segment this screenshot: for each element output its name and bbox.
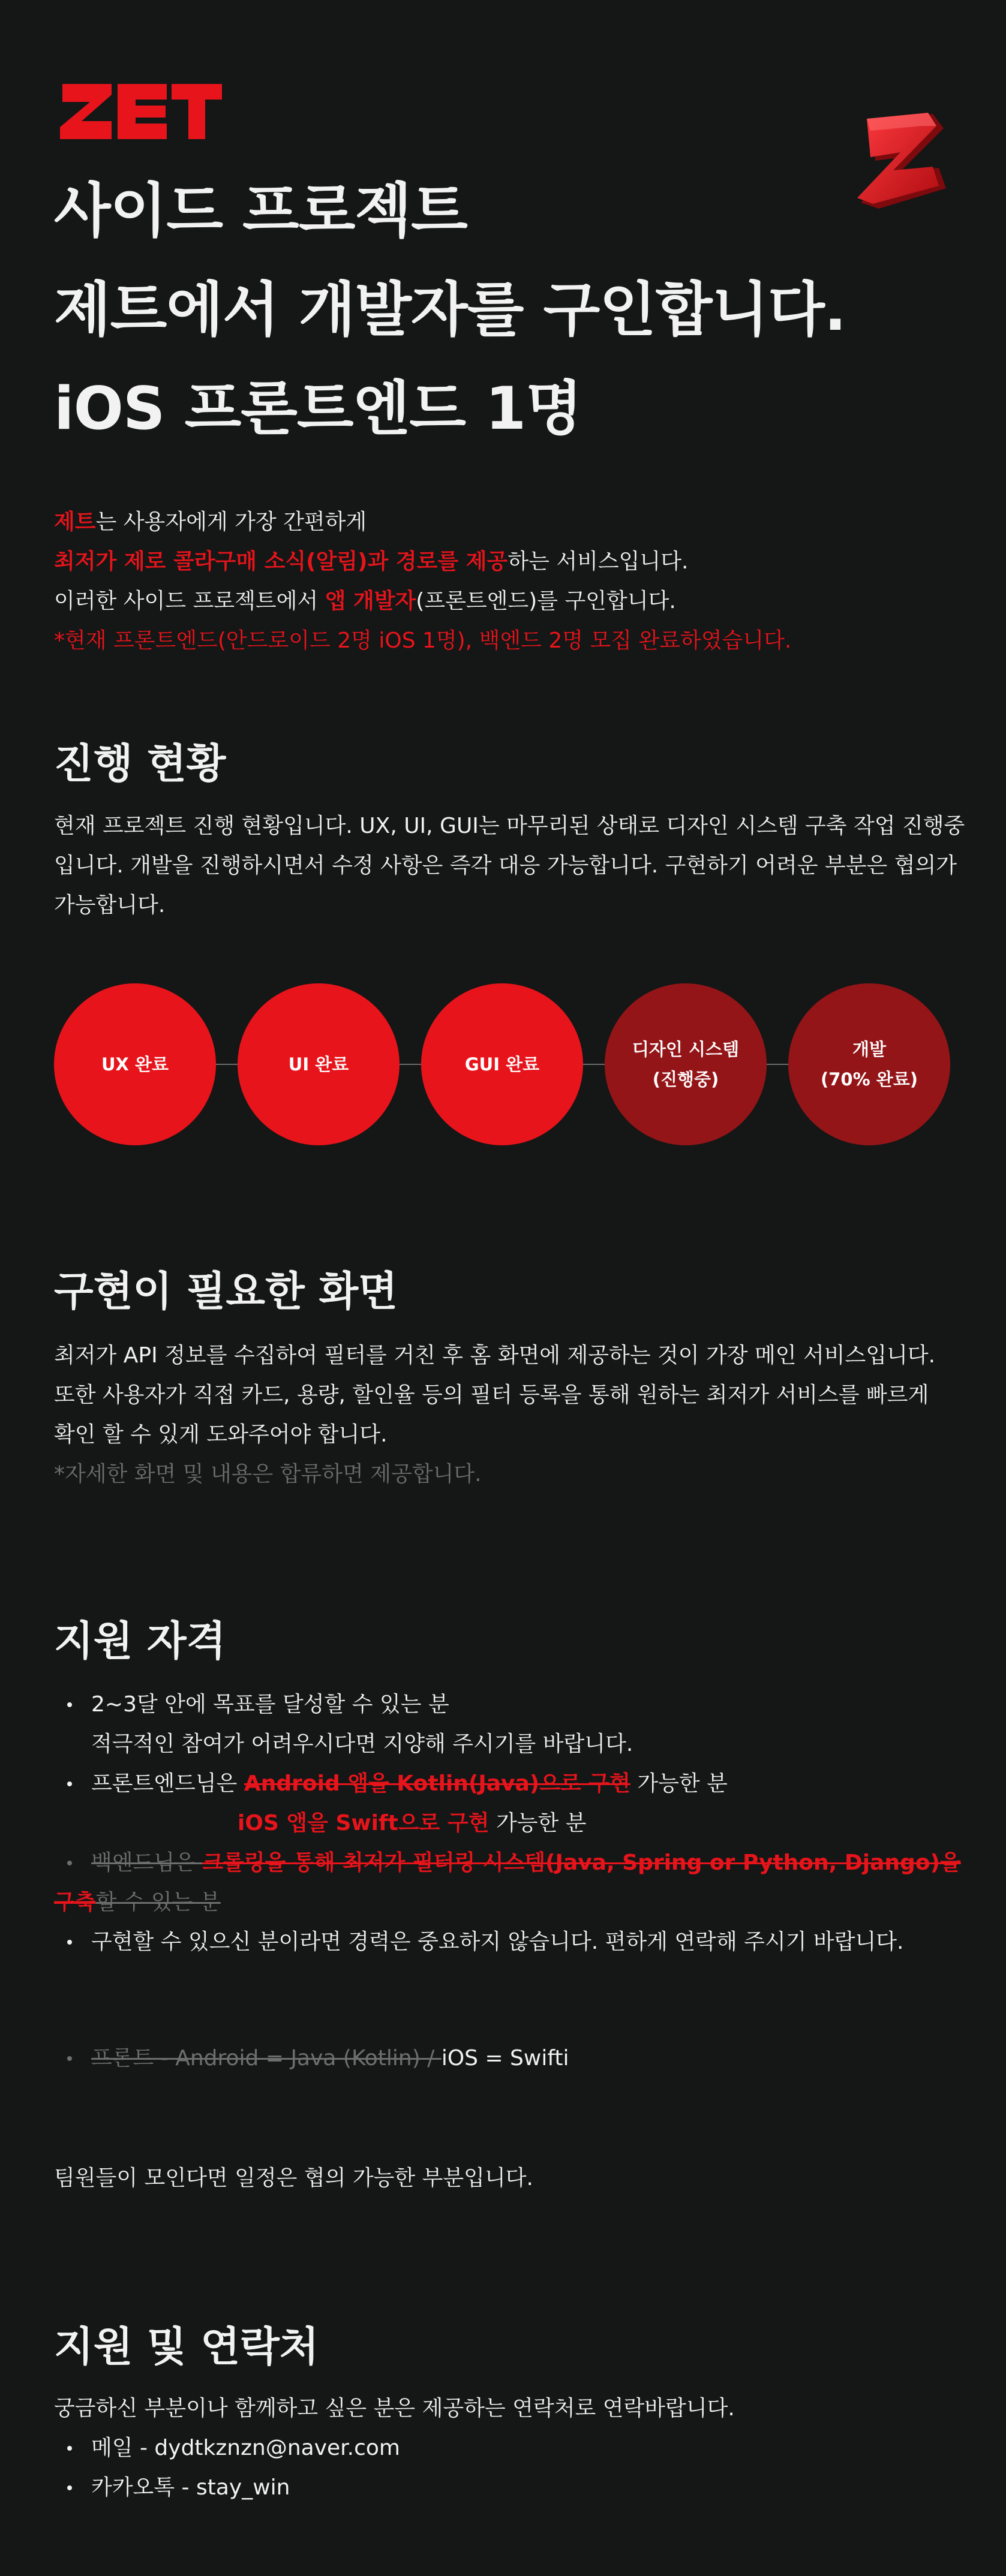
step-design-system: 디자인 시스템 (진행중) [605, 983, 767, 1145]
hero-line-1: 사이드 프로젝트 [54, 177, 467, 245]
list-item: 프론트엔드님은 Android 앱을 Kotlin(Java)으로 구현 가능한 분 iOS 앱을 Swift으로 구현 가능한 분 [54, 1764, 954, 1843]
bullet-icon [67, 1940, 72, 1945]
list-item: 구현할 수 있으신 분이라면 경력은 중요하지 않습니다. 편하게 연락해 주시기 바랍니다. [54, 1922, 954, 1962]
list-item: 2~3달 안에 목표를 달성할 수 있는 분 적극적인 참여가 어려우시다면 지양해 주시기를 바랍니다. [54, 1685, 954, 1764]
z-3d-mark-icon [849, 113, 951, 212]
progress-description: 현재 프로젝트 진행 현황입니다. UX, UI, GUI는 마무리된 상태로 디자인 시스템 구축 작업 진행중 입니다. 개발을 진행하시면서 수정 사항은 즉각 대응 가능합니다. 구현하기 어려운 부분은 협의가 가능합니다. [54, 814, 965, 917]
hero-line-2: 제트에서 개발자를 구인합니다. [54, 276, 846, 344]
screens-description: 최저가 API 정보를 수집하여 필터를 거친 후 홈 화면에 제공하는 것이 가장 메인 서비스입니다. 또한 사용자가 직접 카드, 용량, 할인율 등의 필터 등록을 통해 원하는 최저가 서비스를 빠르게 확인 할 수 있게 도와주어야 합니다. *자세한 화면 및 내용은 합류하면 제공합니다. [54, 1336, 935, 1494]
step-development: 개발 (70% 완료) [788, 983, 950, 1145]
bullet-icon [67, 2446, 72, 2451]
bullet-icon [67, 1781, 72, 1786]
step-ui: UI 완료 [238, 983, 400, 1145]
step-ux: UX 완료 [54, 983, 216, 1145]
intro-line-2: 최저가 제로 콜라구매 소식(알림)과 경로를 제공하는 서비스입니다. [54, 549, 689, 574]
list-item: 백엔드님은 크롤링을 통해 최저가 필터링 시스템(Java, Spring or Python, Django)을 구축할 수 있는 분 [54, 1850, 961, 1915]
hero-line-3: iOS 프론트엔드 1명 [54, 375, 582, 443]
bullet-icon [67, 2056, 72, 2061]
screens-note: *자세한 화면 및 내용은 합류하면 제공합니다. [54, 1462, 482, 1486]
contact-section [54, 2389, 954, 2508]
screens-heading: 구현이 필요한 화면 [54, 1268, 398, 1316]
list-item: 프론트 - Android = Java (Kotlin) / iOS = Swifti [54, 2039, 954, 2078]
intro-line-3: 이러한 사이드 프로젝트에서 앱 개발자(프론트엔드)를 구인합니다. [54, 589, 676, 613]
qualifications-list [54, 1685, 961, 1962]
contact-intro: 궁금하신 부분이나 함께하고 싶은 분은 제공하는 연락처로 연락바랍니다. [54, 2396, 735, 2421]
bullet-icon [67, 2485, 72, 2490]
hero-title [54, 162, 846, 459]
progress-heading: 진행 현황 [54, 741, 226, 788]
intro-text [54, 502, 791, 661]
intro-line-4: *현재 프론트엔드(안드로이드 2명 iOS 1명), 백엔드 2명 모집 완료하였습니다. [54, 628, 792, 653]
progress-steps [54, 983, 951, 1145]
zet-logo [60, 84, 222, 139]
bullet-icon [67, 1861, 72, 1865]
intro-line-1: 제트는 사용자에게 가장 간편하게 [54, 510, 367, 534]
schedule-note: 팀원들이 모인다면 일정은 협의 가능한 부분입니다. [54, 2166, 533, 2190]
qualifications-heading: 지원 자격 [54, 1618, 226, 1665]
bullet-icon [67, 1702, 72, 1707]
contact-kakao[interactable]: 카카오톡 - stay_win [54, 2468, 954, 2508]
step-gui: GUI 완료 [421, 983, 583, 1145]
contact-email[interactable]: 메일 - dydtkznzn@naver.com [54, 2428, 954, 2468]
tech-stack-list [54, 2039, 954, 2078]
contact-heading: 지원 및 연락처 [54, 2324, 319, 2371]
